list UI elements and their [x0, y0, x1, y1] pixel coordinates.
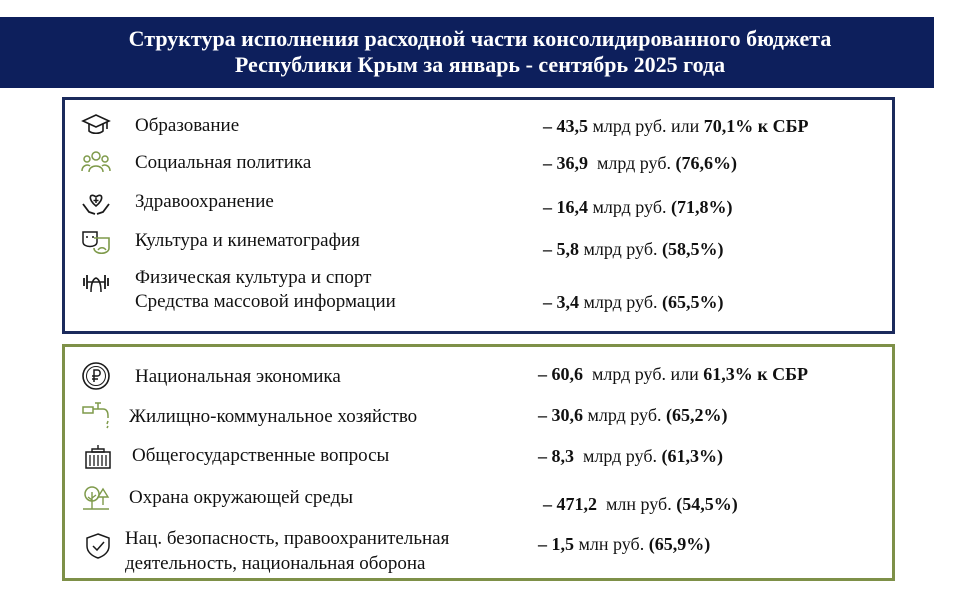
unit: млрд руб.: [583, 239, 658, 259]
percent: (71,8%): [670, 197, 733, 217]
title-line-1: Структура исполнения расходной части консолидированного бюджета: [128, 26, 832, 51]
percent: (65,9%): [648, 534, 711, 554]
row-label: Охрана окружающей среды: [129, 487, 354, 508]
percent: 70,1% к СБР: [703, 116, 809, 136]
amount: 36,9: [556, 153, 588, 173]
water-tap-icon: [81, 399, 111, 429]
tree-environment-icon: [81, 483, 111, 513]
dash: –: [543, 116, 552, 136]
unit: млн руб.: [578, 534, 645, 554]
row-value: [543, 152, 737, 174]
economy-spending-panel: [62, 344, 895, 581]
unit: млрд руб.: [583, 446, 657, 466]
unit: млн руб.: [606, 494, 672, 514]
row-label: Физическая культура и спорт: [135, 267, 372, 288]
people-group-icon: [81, 147, 111, 177]
row-label: Социальная политика: [135, 152, 312, 173]
title-line-2: Республики Крым за январь - сентябрь 2025 года: [234, 52, 726, 77]
dash: –: [538, 534, 547, 554]
percent: (65,5%): [661, 292, 724, 312]
amount: 16,4: [556, 197, 588, 217]
row-value: [538, 445, 723, 467]
unit: млрд руб.: [592, 197, 667, 217]
row-label: Национальная экономика: [135, 366, 341, 387]
heart-hands-icon: [81, 189, 111, 219]
row-label-2: деятельность, национальная оборона: [125, 553, 426, 574]
amount: 3,4: [556, 292, 579, 312]
percent: (58,5%): [661, 239, 724, 259]
row-value: [538, 363, 808, 385]
dash: –: [543, 239, 552, 259]
row-label: Жилищно-коммунальное хозяйство: [129, 406, 418, 427]
row-value: [543, 115, 809, 137]
social-spending-panel: [62, 97, 895, 334]
security-shield-icon: [83, 531, 113, 561]
row-value: [543, 238, 723, 260]
unit: млрд руб. или: [592, 364, 699, 384]
dash: –: [543, 292, 552, 312]
row-value: [543, 196, 732, 218]
row-label: Здравоохранение: [135, 191, 274, 212]
row-value: [538, 533, 710, 555]
graduation-cap-icon: [81, 110, 111, 140]
unit: млрд руб. или: [592, 116, 700, 136]
unit: млрд руб.: [597, 153, 671, 173]
unit: млрд руб.: [587, 405, 662, 425]
row-label: Культура и кинематография: [135, 230, 360, 251]
row-value: [543, 493, 738, 515]
row-label: Общегосударственные вопросы: [132, 445, 390, 466]
amount: 8,3: [551, 446, 574, 466]
amount: 43,5: [556, 116, 588, 136]
row-label-2: Средства массовой информации: [135, 291, 396, 312]
dash: –: [538, 364, 547, 384]
row-label: Нац. безопасность, правоохранительная: [125, 528, 450, 549]
amount: 471,2: [556, 494, 597, 514]
ruble-coin-icon: [81, 361, 111, 391]
dash: –: [538, 405, 547, 425]
amount: 60,6: [551, 364, 583, 384]
amount: 1,5: [551, 534, 574, 554]
dash: –: [543, 494, 552, 514]
header-banner: [0, 17, 934, 88]
amount: 5,8: [556, 239, 579, 259]
sport-hand-icon: [81, 268, 111, 298]
row-value: [543, 291, 723, 313]
row-label: Образование: [135, 115, 240, 136]
percent: (54,5%): [676, 494, 738, 514]
dash: –: [543, 153, 552, 173]
row-value: [538, 404, 727, 426]
theater-masks-icon: [81, 228, 111, 258]
government-building-icon: [83, 442, 113, 472]
amount: 30,6: [551, 405, 583, 425]
percent: (76,6%): [675, 153, 737, 173]
percent: 61,3% к СБР: [703, 364, 808, 384]
percent: (61,3%): [661, 446, 723, 466]
dash: –: [538, 446, 547, 466]
unit: млрд руб.: [583, 292, 658, 312]
dash: –: [543, 197, 552, 217]
percent: (65,2%): [665, 405, 728, 425]
